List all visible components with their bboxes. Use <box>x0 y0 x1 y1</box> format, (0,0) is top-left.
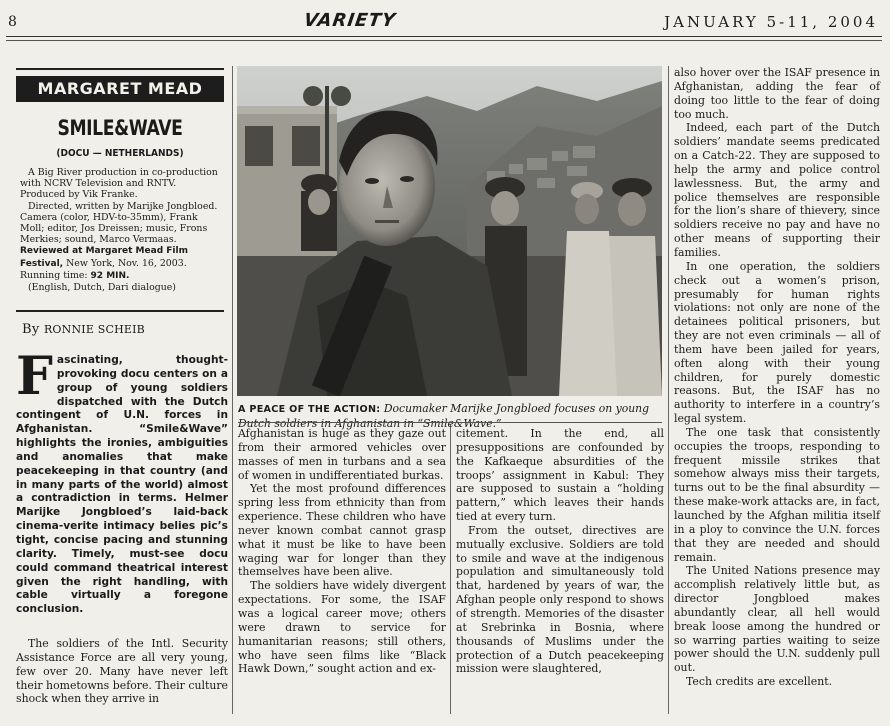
lead-text: ascinating, thought-provoking docu centers on a group of young soldiers dispatched with the Dutch contingent of U.N. forces in Afghanistan. “Smile&Wave” highlights the ironies, ambiguities and anomalies that make peacekeeping in that country (and in many parts of the world) almost a contradiction in terms. Helmer Marijke Jongbloed’s laid-back cinema-verite intimacy belies pic’s tight, concise pacing and stunning clarity. Timely, must-see docu could command theatrical interest given the right handling, with cable virtually a foregone conclusion. <box>16 354 228 616</box>
paragraph: From the outset, directives are mutually exclusive. Soldiers are told to smile and wave at the indigenous population and simultaneously told that, hardened by years of war, the Afghan people only respond to shows of strength. Memories of the disaster at Srebrinka in Bosnia, where thousands of Muslims under the protection of a Dutch peacekeeping mission were slaughtered, <box>456 523 664 676</box>
paragraph: In one operation, the soldiers check out a women’s prison, presumably for human rights violations: not only are none of the detainees political prisoners, but they are not even criminals — all of them have been jailed for years, often along with their young children, for purely domestic reasons. But, the ISAF has no authority to interfere in a country’s legal system. <box>674 259 880 426</box>
column-rule <box>232 66 233 714</box>
paragraph: Tech credits are excellent. <box>686 675 833 689</box>
film-credits <box>16 167 224 293</box>
review-box <box>16 68 224 312</box>
paragraph: The soldiers of the Intl. Security Assistance Force are all very young, few over 20. Many have never left their hometowns before. Their culture shock when they arrive in <box>16 637 228 706</box>
paragraph: Yet the most profound differences spring less from ethnicity than from experience. These children who have never known combat cannot grasp what it must be like to have been waging war for longer than they themselves have been alive. <box>238 482 446 579</box>
column-rule <box>668 66 669 714</box>
header-rule <box>6 36 882 37</box>
film-title: SMILE&WAVE <box>57 116 183 140</box>
paragraph: The United Nations presence may accomplish relatively little but, as director Jongbloed makes abundantly clear, all hell would break loose among the hundred or so warring parties waiting to seize power should the U.N. suddenly pull out. <box>674 564 880 675</box>
issue-date: JANUARY 5-11, 2004 <box>664 13 878 31</box>
byline-author: RONNIE SCHEIB <box>43 323 145 336</box>
column-3 <box>456 427 664 676</box>
paragraph: The one task that consistently occupies the troops, responding to frequent missile strikes that somehow always miss their targets, turns out to be the final absurdity — these make-work attacks are, in fact, launched by the Afghan militia itself in a ploy to convince the U.N. forces that they are needed and should remain. <box>674 425 880 564</box>
article-photo <box>237 66 662 396</box>
header-rule-thin <box>6 40 882 41</box>
caption-label: A PEACE OF THE ACTION: <box>238 404 381 415</box>
byline <box>22 322 145 337</box>
reviewed-at-details: New York, Nov. 16, 2003. Running time: <box>20 257 187 281</box>
crew-credits-text: Directed, written by Marijke Jongbloed. Camera (color, HDV-to-35mm), Frank Moll; editor, Jos Dreissen; music, Frons Merkies; sound, Marco Vermaas. <box>20 200 218 246</box>
paragraph: also hover over the ISAF presence in Afghanistan, adding the fear of doing too little to the fear of doing too much. <box>674 66 880 121</box>
dialogue-languages: (English, Dutch, Dari dialogue) <box>28 282 176 294</box>
byline-prefix: By <box>22 322 40 337</box>
running-time: 92 MIN. <box>90 270 130 281</box>
column-2 <box>238 427 446 676</box>
caption-rule <box>238 422 662 423</box>
page-number: 8 <box>8 14 18 30</box>
column-rule <box>450 424 451 714</box>
paragraph: The soldiers have widely divergent expectations. For some, the ISAF was a logical career move; others were drawn to service for humanitarian reasons; still others, who have seen films like “Black Hawk Down,” sought action and ex- <box>238 579 446 676</box>
film-genre: (DOCU — NETHERLANDS) <box>56 148 184 159</box>
crew-credits <box>20 201 220 282</box>
column-4 <box>674 66 880 689</box>
publication-logo: VARIETY <box>302 10 398 31</box>
photo-soldier-image <box>237 66 662 396</box>
festival-banner: MARGARET MEAD <box>16 76 224 102</box>
photo-caption <box>238 402 662 430</box>
production-credit: A Big River production in co-production with NCRV Television and RNTV. Produced by Vik Franke. <box>20 167 218 201</box>
column-1-body <box>16 637 228 706</box>
lead-paragraph <box>16 346 228 617</box>
reviewed-at-label: Reviewed at Margaret Mead Film Festival, <box>20 246 188 269</box>
caption-text: Documaker Marijke Jongbloed focuses on young Dutch soldiers in Afghanistan in “Smile&Wave.” <box>238 402 650 430</box>
paragraph: citement. In the end, all presuppositions are confounded by the Kafkaeque absurdities of the troops’ assignment in Kabul: They are supposed to sustain a “holding pattern,” which leaves their hands tied at every turn. <box>456 427 664 524</box>
paragraph: Afghanistan is huge as they gaze out from their armored vehicles over masses of men in turbans and a sea of women in undifferentiated burkas. <box>238 427 446 482</box>
paragraph: Indeed, each part of the Dutch soldiers’ mandate seems predicated on a Catch-22. They are supposed to help the army and police control lawlessness. But, the army and police themselves are responsible for the lion’s share of thievery, since soldiers receive no pay and have no other means of supporting their families. <box>674 121 880 259</box>
drop-cap: F <box>16 346 53 407</box>
